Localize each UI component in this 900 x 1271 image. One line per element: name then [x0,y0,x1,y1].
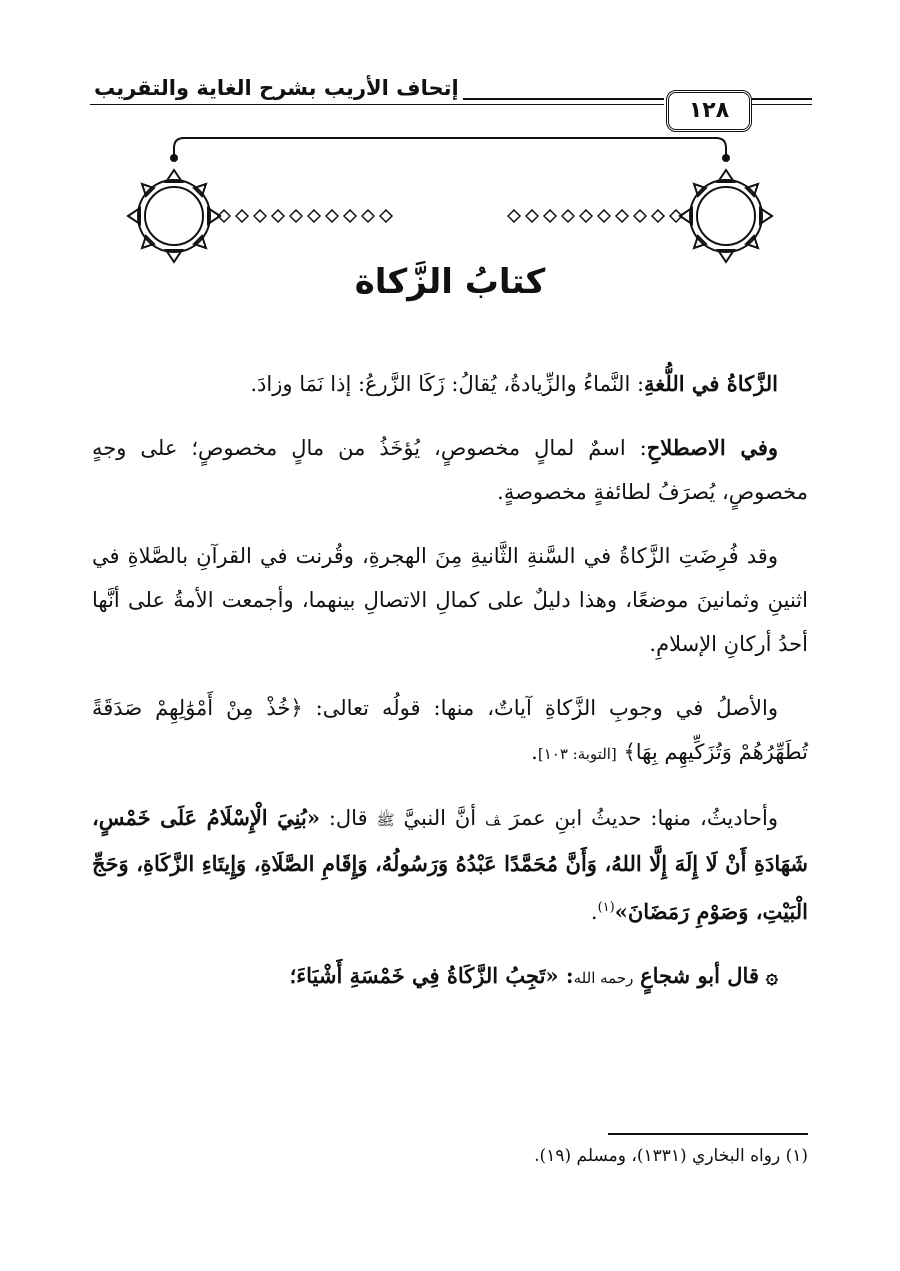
paragraph-text: قال: [328,806,368,830]
diamond-chain-icon [218,210,682,222]
running-title: إتحاف الأريب بشرح الغاية والتقريب [90,76,463,100]
term-heading: وفي الاصطلاحِ [646,435,778,460]
paragraph-text: : النَّماءُ والزِّيادةُ، يُقالُ: زَكَا الزَّرعُ: إذا نَمَا وزادَ. [250,372,645,396]
honorific-icon: رحمه الله [573,969,634,987]
honorific-icon: ﭫ [484,811,501,829]
rosette-icon [680,170,772,262]
author-name: قال أبو شجاعٍ [640,963,759,988]
footnote: (١) رواه البخاري (١٣٣١)، ومسلم (١٩). [534,1146,808,1166]
punctuation: . [590,900,598,924]
header-rule [752,98,812,100]
section-mark-icon: ۞ [765,963,778,988]
quran-verse: ﴿خُذْ مِنْ أَمْوَٰلِهِمْ صَدَقَةً تُطَهِّرُهُمْ وَتُزَكِّيهِم بِهَا﴾ [92,696,808,764]
footnote-marker: (١) [597,900,615,915]
paragraph-text: وقد فُرِضَتِ الزَّكاةُ في السَّنةِ الثَّانيةِ مِنَ الهجرةِ، وقُرنت في القرآنِ بالصَّلاةِ في اثنينِ وثمانينَ موضعًا، وهذا دليلٌ على كمالِ الاتصالِ بينهما، وأجمعت الأمةُ على أنَّها أحدُ أركانِ الإسلامِ. [92,544,808,656]
term-heading: الزَّكاةُ في اللُّغةِ [644,371,778,396]
paragraph-text: : اسمٌ لمالٍ مخصوصٍ، يُؤخَذُ من مالٍ مخصوصٍ؛ على وجهٍ مخصوصٍ، يُصرَفُ لطائفةٍ مخصوصةٍ. [92,436,808,504]
paragraph [92,426,808,514]
verse-reference: [التوبة: ١٠٣] [537,745,617,763]
paragraph-text: والأصلُ في وجوبِ الزَّكاةِ آياتٌ، منها: قولُه تعالى: [315,696,778,720]
body-text [92,362,808,1020]
paragraph [92,362,808,406]
footnote-divider [608,1133,808,1135]
honorific-icon: ﷺ [376,811,395,829]
header-rule [90,104,664,105]
header-rule [752,104,812,105]
paragraph [92,534,808,666]
page-number: ١٢٨ [666,90,752,132]
hadith-quote: «بُنِيَ الْإِسْلَامُ عَلَى خَمْسٍ، شَهَادَةِ أَنْ لَا إِلَهَ إِلَّا اللهُ، وَأَنَّ مُحَمَّدًا عَبْدُهُ وَرَسُولُهُ، وَإِقَامِ الصَّلَاةِ، وَإِيتَاءِ الزَّكَاةِ، وَحَجِّ الْبَيْتِ، وَصَوْمِ رَمَضَانَ» [92,805,808,924]
paragraph-text: وأحاديثُ، منها: حديثُ ابنِ عمرَ [509,806,778,830]
matn-quote: : «تَجِبُ الزَّكَاةُ فِي خَمْسَةِ أَشْيَاءَ؛ [289,963,574,988]
chapter-title: كتابُ الزَّكاة [354,262,546,302]
rosette-icon [128,170,220,262]
paragraph [92,954,808,1000]
paragraph [92,686,808,776]
chapter-ornament [110,130,790,280]
paragraph-text: أنَّ النبيَّ [403,806,477,830]
punctuation: . [531,740,538,764]
paragraph [92,796,808,934]
